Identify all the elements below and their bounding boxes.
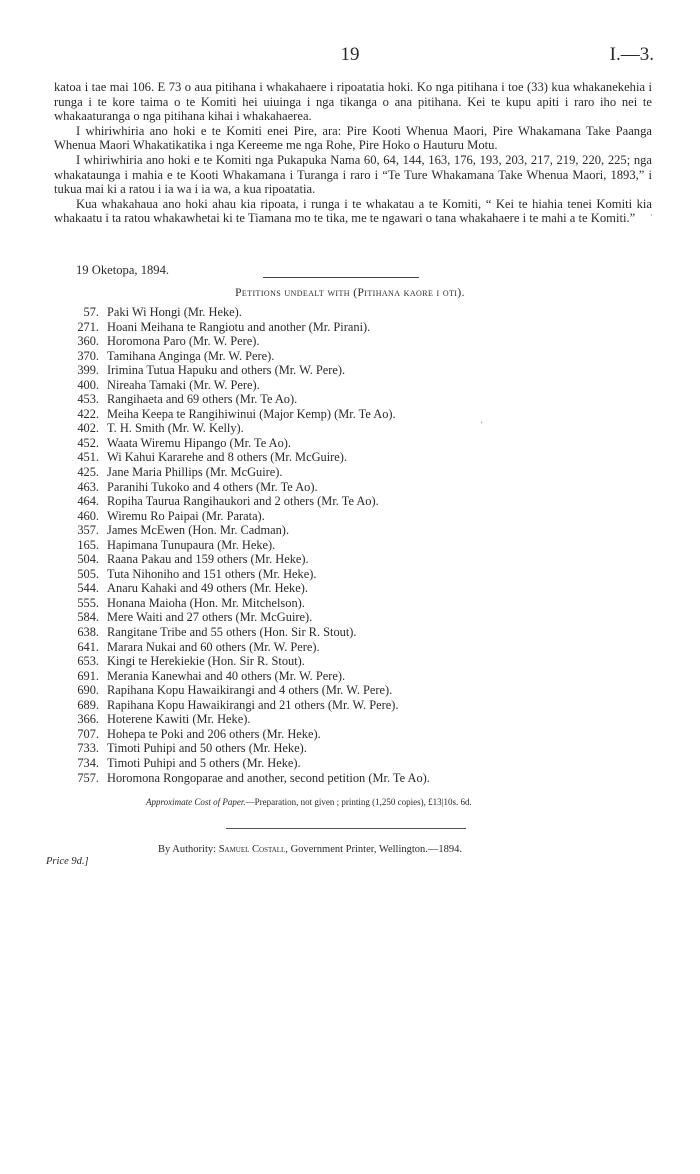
divider bbox=[263, 277, 419, 278]
petition-number: 357. bbox=[77, 523, 99, 538]
list-item bbox=[56, 741, 656, 756]
cost-text: —Preparation, not given ; printing (1,250 copies), £13|10s. 6d. bbox=[245, 797, 472, 807]
list-item bbox=[56, 421, 656, 436]
cost-label: Approximate Cost of Paper. bbox=[146, 797, 246, 807]
page-number: 19 bbox=[340, 44, 360, 65]
petition-text: Horomona Paro (Mr. W. Pere). bbox=[107, 334, 260, 349]
petition-text: Mere Waiti and 27 others (Mr. McGuire). bbox=[107, 610, 313, 625]
petition-text: Timoti Puhipi and 5 others (Mr. Heke). bbox=[107, 755, 301, 770]
petition-text: Tuta Nihoniho and 151 others (Mr. Heke). bbox=[107, 566, 317, 581]
petition-number: 555. bbox=[77, 595, 99, 610]
petition-text: Ropiha Taurua Rangihaukori and 2 others (Mr. Te Ao). bbox=[107, 494, 379, 509]
petition-number: 400. bbox=[77, 377, 99, 392]
petition-number: 360. bbox=[77, 334, 99, 349]
petition-number: 464. bbox=[77, 494, 99, 509]
paragraph-2: I whiriwhiria ano hoki e te Komiti enei Pire, ara: Pire Kooti Whenua Maori, Pire Whakamana Take Paanga Whenua Maori Whakatikatika i nga Kereeme me nga Rohe, Pire Hoko o Hauturu Motu. bbox=[54, 123, 652, 153]
petition-text: Marara Nukai and 60 others (Mr. W. Pere). bbox=[107, 639, 320, 654]
petition-number: 422. bbox=[77, 406, 99, 421]
petition-text: Horomona Rongoparae and another, second petition (Mr. Te Ao). bbox=[107, 770, 430, 785]
list-item bbox=[56, 683, 656, 698]
printer-name: Samuel Costall, bbox=[218, 844, 288, 855]
list-item bbox=[56, 712, 656, 727]
petition-text: Waata Wiremu Hipango (Mr. Te Ao). bbox=[107, 435, 292, 450]
petition-text: Tamihana Anginga (Mr. W. Pere). bbox=[107, 348, 275, 363]
list-item bbox=[56, 756, 656, 771]
petition-number: 453. bbox=[77, 392, 99, 407]
petition-number: 402. bbox=[77, 421, 99, 436]
list-item bbox=[56, 669, 656, 684]
authority-line bbox=[158, 844, 462, 855]
price: Price 9d.] bbox=[46, 856, 89, 867]
petition-number: 689. bbox=[77, 697, 99, 712]
list-item bbox=[56, 625, 656, 640]
petition-number: 691. bbox=[77, 668, 99, 683]
section-heading bbox=[0, 287, 700, 299]
list-item bbox=[56, 567, 656, 582]
petition-text: Rangitane Tribe and 55 others (Hon. Sir R. Stout). bbox=[107, 625, 357, 640]
petition-text: Hapimana Tunupaura (Mr. Heke). bbox=[107, 537, 276, 552]
petition-number: 460. bbox=[77, 508, 99, 523]
list-item bbox=[56, 378, 656, 393]
authority-rest: Government Printer, Wellington.—1894. bbox=[290, 844, 463, 855]
list-item bbox=[56, 494, 656, 509]
petition-number: 366. bbox=[77, 712, 99, 727]
petition-number: 425. bbox=[77, 465, 99, 480]
petition-text: Kingi te Herekiekie (Hon. Sir R. Stout). bbox=[107, 654, 305, 669]
list-item bbox=[56, 465, 656, 480]
petition-number: 733. bbox=[77, 741, 99, 756]
petition-text: Hoani Meihana te Rangiotu and another (Mr. Pirani). bbox=[107, 319, 371, 334]
petition-text: James McEwen (Hon. Mr. Cadman). bbox=[107, 523, 290, 538]
petition-text: Nireaha Tamaki (Mr. W. Pere). bbox=[107, 377, 260, 392]
margin-tick: ' bbox=[481, 420, 483, 430]
petition-number: 370. bbox=[77, 348, 99, 363]
petition-number: 641. bbox=[77, 639, 99, 654]
petition-text: Raana Pakau and 159 others (Mr. Heke). bbox=[107, 552, 309, 567]
list-item bbox=[56, 392, 656, 407]
paragraph-1: katoa i tae mai 106. E 73 o aua pitihana i whakahaere i ripoatatia hoki. Ko nga pitihana i toe (33) kua whakanekehia i runga i te kore taima o te Komiti hei uiuinga i nga tikanga o ana pitihana. Kei te kupu apiti i raro iho nei te whakaaturanga o nga pitihana kihai i whakahaerea. bbox=[54, 80, 652, 124]
petition-number: 463. bbox=[77, 479, 99, 494]
list-item bbox=[56, 480, 656, 495]
heading-english: Petitions undealt with bbox=[235, 287, 350, 299]
list-item bbox=[56, 509, 656, 524]
petition-text: Wiremu Ro Paipai (Mr. Parata). bbox=[107, 508, 265, 523]
list-item bbox=[56, 640, 656, 655]
petition-number: 653. bbox=[77, 654, 99, 669]
petition-text: Rapihana Kopu Hawaikirangi and 21 others (Mr. W. Pere). bbox=[107, 697, 399, 712]
cost-of-paper bbox=[146, 797, 556, 807]
petition-text: Hoterene Kawiti (Mr. Heke). bbox=[107, 712, 251, 727]
petition-text: Irimina Tutua Hapuku and others (Mr. W. Pere). bbox=[107, 363, 346, 378]
petition-list bbox=[56, 305, 656, 785]
petition-number: 451. bbox=[77, 450, 99, 465]
heading-maori: (Pitihana kaore i oti). bbox=[353, 287, 465, 299]
petition-text: Wi Kahui Kararehe and 8 others (Mr. McGuire). bbox=[107, 450, 348, 465]
petition-number: 757. bbox=[77, 770, 99, 785]
petition-text: Honana Maioha (Hon. Mr. Mitchelson). bbox=[107, 595, 305, 610]
list-item bbox=[56, 363, 656, 378]
paragraph-4: Kua whakahaua ano hoki ahau kia ripoata, i runga i te whakatau a te Komiti, “ Kei te hiahia tenei Komiti kia whakaatu i ta ratou whakawhetai ki te Tiamana mo te tika, me te ngawari o tana whakahaere i te mahi a te Komiti.” bbox=[54, 196, 652, 226]
petition-text: Timoti Puhipi and 50 others (Mr. Heke). bbox=[107, 741, 307, 756]
petition-text: Paki Wi Hongi (Mr. Heke). bbox=[107, 305, 242, 319]
list-item bbox=[56, 552, 656, 567]
petition-number: 707. bbox=[77, 726, 99, 741]
petition-number: 504. bbox=[77, 552, 99, 567]
petition-number: 399. bbox=[77, 363, 99, 378]
list-item bbox=[56, 581, 656, 596]
petition-number: 452. bbox=[77, 435, 99, 450]
list-item bbox=[56, 436, 656, 451]
paper-reference: I.—3. bbox=[609, 44, 654, 65]
petition-number: 57. bbox=[83, 305, 99, 319]
petition-number: 584. bbox=[77, 610, 99, 625]
petition-number: 734. bbox=[77, 755, 99, 770]
list-item bbox=[56, 727, 656, 742]
list-item bbox=[56, 654, 656, 669]
list-item bbox=[56, 523, 656, 538]
petition-text: Meiha Keepa te Rangihiwinui (Major Kemp) (Mr. Te Ao). bbox=[107, 406, 396, 421]
paragraph-3: I whiriwhiria ano hoki e te Komiti nga Pukapuka Nama 60, 64, 144, 163, 176, 193, 203, 217, 219, 220, 225; nga whakataunga i mahia e te Kooti Whakamana i Turanga i raro i “Te Ture Whakamana Take Whenua Maori, 1893,” i tukua mai ki a ratou i ia wa i ia wa, a kua ripoatatia. bbox=[54, 152, 652, 197]
margin-mark: · bbox=[650, 210, 653, 220]
list-item bbox=[56, 771, 656, 786]
list-item bbox=[56, 610, 656, 625]
petition-text: Merania Kanewhai and 40 others (Mr. W. Pere). bbox=[107, 668, 346, 683]
petition-number: 271. bbox=[77, 319, 99, 334]
petition-number: 544. bbox=[77, 581, 99, 596]
list-item bbox=[56, 450, 656, 465]
petition-text: Jane Maria Phillips (Mr. McGuire). bbox=[107, 465, 283, 480]
list-item bbox=[56, 407, 656, 422]
list-item bbox=[56, 349, 656, 364]
petition-text: T. H. Smith (Mr. W. Kelly). bbox=[107, 421, 244, 436]
list-item bbox=[56, 334, 656, 349]
petition-text: Anaru Kahaki and 49 others (Mr. Heke). bbox=[107, 581, 308, 596]
petition-number: 638. bbox=[77, 625, 99, 640]
petition-text: Paranihi Tukoko and 4 others (Mr. Te Ao). bbox=[107, 479, 318, 494]
petition-text: Hohepa te Poki and 206 others (Mr. Heke). bbox=[107, 726, 321, 741]
petition-text: Rapihana Kopu Hawaikirangi and 4 others (Mr. W. Pere). bbox=[107, 683, 393, 698]
authority-prefix: By Authority: bbox=[158, 844, 217, 855]
list-item bbox=[56, 596, 656, 611]
footer-divider bbox=[226, 828, 466, 829]
petition-text: Rangihaeta and 69 others (Mr. Te Ao). bbox=[107, 392, 298, 407]
petition-number: 165. bbox=[77, 537, 99, 552]
list-item bbox=[56, 320, 656, 335]
petition-number: 690. bbox=[77, 683, 99, 698]
list-item bbox=[56, 698, 656, 713]
list-item bbox=[56, 538, 656, 553]
report-date: 19 Oketopa, 1894. bbox=[76, 263, 170, 277]
list-item bbox=[56, 305, 656, 320]
petition-number: 505. bbox=[77, 566, 99, 581]
report-body bbox=[54, 80, 652, 226]
